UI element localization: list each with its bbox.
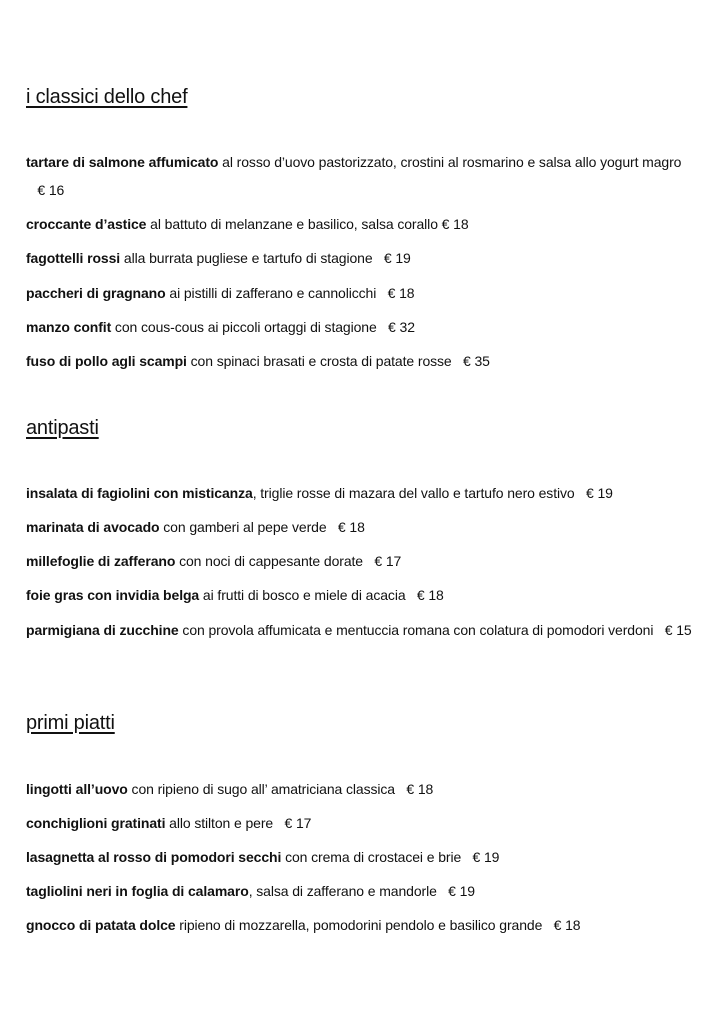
dish-name: gnocco di patata dolce xyxy=(26,917,176,933)
dish-price: € 19 xyxy=(436,883,475,899)
dish-description: alla burrata pugliese e tartufo di stagione xyxy=(120,250,373,266)
dish-price: € 32 xyxy=(376,319,415,335)
dish-name: manzo confit xyxy=(26,319,112,335)
menu-item xyxy=(26,581,707,609)
menu-item xyxy=(26,547,707,575)
dish-price: € 18 xyxy=(405,587,444,603)
dish-name: fuso di pollo agli scampi xyxy=(26,353,187,369)
dish-description: ai pistilli di zafferano e cannolicchi xyxy=(165,285,377,301)
dish-name: conchiglioni gratinati xyxy=(26,815,166,831)
menu-item xyxy=(26,148,707,204)
dish-price: € 19 xyxy=(372,250,411,266)
menu-item xyxy=(26,313,707,341)
dish-description: con crema di crostacei e brie xyxy=(281,849,462,865)
dish-description: ripieno di mozzarella, pomodorini pendolo e basilico grande xyxy=(175,917,543,933)
dish-price: € 18 xyxy=(437,216,469,232)
menu-item xyxy=(26,877,707,905)
dish-description: al rosso d’uovo pastorizzato, crostini al rosmarino e salsa allo yogurt magro xyxy=(218,154,682,170)
menu-item xyxy=(26,911,707,939)
dish-description: con noci di cappesante dorate xyxy=(175,553,363,569)
section-title-classici: i classici dello chef xyxy=(26,86,188,108)
section-title-primi-piatti: primi piatti xyxy=(26,712,115,734)
dish-description: , triglie rosse di mazara del vallo e tartufo nero estivo xyxy=(252,485,575,501)
menu-item xyxy=(26,210,707,238)
dish-name: paccheri di gragnano xyxy=(26,285,166,301)
dish-name: marinata di avocado xyxy=(26,519,160,535)
menu-item xyxy=(26,479,707,507)
dish-name: tartare di salmone affumicato xyxy=(26,154,219,170)
dish-name: tagliolini neri in foglia di calamaro xyxy=(26,883,249,899)
dish-price: € 18 xyxy=(326,519,365,535)
dish-description: ai frutti di bosco e miele di acacia xyxy=(199,587,406,603)
menu-item xyxy=(26,244,707,272)
menu-item xyxy=(26,843,707,871)
dish-price: € 18 xyxy=(542,917,581,933)
dish-description: allo stilton e pere xyxy=(165,815,274,831)
dish-name: lasagnetta al rosso di pomodori secchi xyxy=(26,849,282,865)
dish-name: croccante d’astice xyxy=(26,216,147,232)
menu-item xyxy=(26,775,707,803)
dish-description: con provola affumicata e mentuccia romana con colatura di pomodori verdoni xyxy=(178,622,654,638)
dish-price: € 16 xyxy=(26,182,65,198)
dish-description: con ripieno di sugo all’ amatriciana classica xyxy=(127,781,395,797)
dish-name: parmigiana di zucchine xyxy=(26,622,179,638)
dish-description: con spinaci brasati e crosta di patate rosse xyxy=(186,353,452,369)
dish-description: al battuto di melanzane e basilico, salsa corallo xyxy=(146,216,438,232)
dish-description: , salsa di zafferano e mandorle xyxy=(248,883,437,899)
dish-price: € 19 xyxy=(461,849,500,865)
dish-price: € 19 xyxy=(574,485,613,501)
menu-item xyxy=(26,616,707,644)
dish-price: € 35 xyxy=(451,353,490,369)
dish-price: € 18 xyxy=(395,781,434,797)
section-title-antipasti: antipasti xyxy=(26,417,99,439)
dish-price: € 18 xyxy=(376,285,415,301)
menu-item xyxy=(26,513,707,541)
dish-price: € 15 xyxy=(653,622,692,638)
dish-name: lingotti all’uovo xyxy=(26,781,128,797)
dish-price: € 17 xyxy=(273,815,312,831)
menu-item xyxy=(26,279,707,307)
dish-price: € 17 xyxy=(363,553,402,569)
dish-name: millefoglie di zafferano xyxy=(26,553,176,569)
dish-name: fagottelli rossi xyxy=(26,250,121,266)
dish-name: insalata di fagiolini con misticanza xyxy=(26,485,253,501)
dish-description: con cous-cous ai piccoli ortaggi di stagione xyxy=(111,319,377,335)
menu-item xyxy=(26,809,707,837)
menu-item xyxy=(26,347,707,375)
dish-name: foie gras con invidia belga xyxy=(26,587,200,603)
dish-description: con gamberi al pepe verde xyxy=(159,519,327,535)
